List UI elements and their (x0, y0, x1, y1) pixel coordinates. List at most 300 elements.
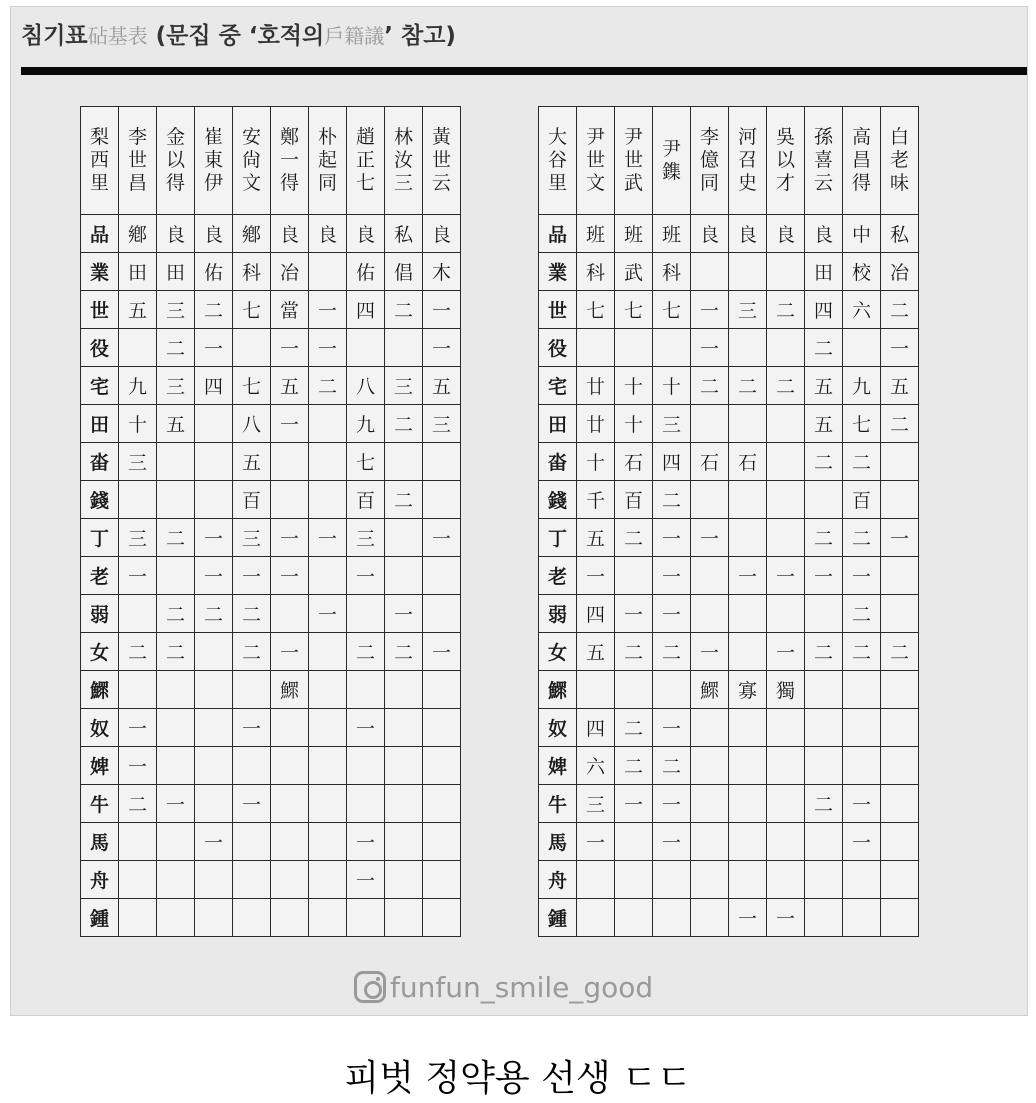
name-char: 得 (165, 172, 185, 194)
table-row (81, 443, 461, 481)
subtitle-after: ’ 참고) (384, 23, 456, 49)
value-cell (729, 861, 767, 899)
name-char: 河 (737, 126, 757, 148)
value-cell (615, 557, 653, 595)
value-cell (423, 709, 461, 747)
value-cell (805, 481, 843, 519)
value-cell: 良 (423, 215, 461, 253)
value-cell (881, 481, 919, 519)
value-cell (195, 633, 233, 671)
name-char: 世 (585, 149, 605, 171)
value-cell: 三 (423, 405, 461, 443)
value-cell (309, 785, 347, 823)
value-cell: 一 (423, 291, 461, 329)
value-cell (347, 899, 385, 937)
value-cell (881, 595, 919, 633)
value-cell (271, 709, 309, 747)
value-cell: 二 (691, 367, 729, 405)
value-cell: 一 (233, 557, 271, 595)
value-cell (767, 253, 805, 291)
value-cell: 一 (195, 823, 233, 861)
value-cell: 一 (653, 785, 691, 823)
table-row (81, 709, 461, 747)
value-cell: 一 (309, 519, 347, 557)
value-cell (843, 747, 881, 785)
value-cell: 三 (233, 519, 271, 557)
category-cell: 奴 (81, 709, 119, 747)
name-char: 七 (355, 172, 375, 194)
value-cell (805, 823, 843, 861)
name-char: 汝 (393, 149, 413, 171)
value-cell: 五 (577, 519, 615, 557)
value-cell (729, 785, 767, 823)
value-cell (881, 671, 919, 709)
value-cell (195, 747, 233, 785)
watermark-text: funfun_smile_good (390, 970, 654, 1004)
value-cell (577, 329, 615, 367)
value-cell: 鄕 (119, 215, 157, 253)
household-name-cell (729, 107, 767, 215)
value-cell (729, 253, 767, 291)
value-cell: 一 (615, 595, 653, 633)
category-cell: 役 (539, 329, 577, 367)
value-cell (385, 785, 423, 823)
name-char: 同 (699, 172, 719, 194)
value-cell (577, 671, 615, 709)
name-char: 林 (393, 126, 413, 148)
value-cell (271, 823, 309, 861)
value-cell (119, 899, 157, 937)
value-cell: 武 (615, 253, 653, 291)
value-cell: 一 (195, 519, 233, 557)
value-cell: 二 (615, 747, 653, 785)
value-cell (691, 595, 729, 633)
value-cell: 一 (653, 595, 691, 633)
value-cell: 獨 (767, 671, 805, 709)
value-cell (271, 595, 309, 633)
value-cell: 三 (385, 367, 423, 405)
value-cell: 二 (615, 633, 653, 671)
category-cell: 錢 (81, 481, 119, 519)
value-cell (157, 557, 195, 595)
value-cell: 廿 (577, 405, 615, 443)
table-row (81, 633, 461, 671)
name-char: 谷 (547, 149, 567, 171)
value-cell: 二 (385, 291, 423, 329)
table-row (81, 823, 461, 861)
value-cell (843, 329, 881, 367)
value-cell (423, 481, 461, 519)
value-cell: 二 (309, 367, 347, 405)
value-cell: 良 (157, 215, 195, 253)
category-cell: 田 (81, 405, 119, 443)
value-cell: 五 (157, 405, 195, 443)
value-cell: 二 (615, 519, 653, 557)
name-char: 一 (279, 149, 299, 171)
value-cell: 校 (843, 253, 881, 291)
value-cell: 五 (119, 291, 157, 329)
value-cell: 一 (347, 823, 385, 861)
value-cell: 七 (347, 443, 385, 481)
value-cell: 二 (157, 595, 195, 633)
value-cell: 一 (271, 405, 309, 443)
household-name-cell (843, 107, 881, 215)
value-cell (691, 405, 729, 443)
value-cell (653, 861, 691, 899)
table-row (539, 823, 919, 861)
category-cell: 丁 (539, 519, 577, 557)
name-char: 三 (393, 172, 413, 194)
value-cell: 鄕 (233, 215, 271, 253)
value-cell: 木 (423, 253, 461, 291)
category-cell: 女 (81, 633, 119, 671)
category-cell: 品 (81, 215, 119, 253)
value-cell: 一 (347, 557, 385, 595)
value-cell (767, 443, 805, 481)
category-cell: 役 (81, 329, 119, 367)
value-cell (767, 747, 805, 785)
name-char: 大 (547, 126, 567, 148)
name-char: 朴 (317, 126, 337, 148)
name-char: 昌 (851, 149, 871, 171)
value-cell: 二 (843, 443, 881, 481)
name-char: 昌 (127, 172, 147, 194)
name-char: 高 (851, 126, 871, 148)
value-cell: 二 (805, 443, 843, 481)
table-row (81, 671, 461, 709)
value-cell: 一 (653, 557, 691, 595)
value-cell: 一 (309, 329, 347, 367)
value-cell: 一 (691, 519, 729, 557)
name-char: 尹 (661, 137, 681, 160)
value-cell: 一 (843, 823, 881, 861)
value-cell: 二 (653, 747, 691, 785)
category-cell: 舟 (539, 861, 577, 899)
table-row (81, 367, 461, 405)
value-cell (653, 899, 691, 937)
value-cell (615, 899, 653, 937)
value-cell (233, 861, 271, 899)
value-cell: 一 (309, 595, 347, 633)
category-cell: 牛 (539, 785, 577, 823)
value-cell: 四 (195, 367, 233, 405)
value-cell: 一 (767, 899, 805, 937)
value-cell (577, 861, 615, 899)
value-cell (691, 899, 729, 937)
value-cell: 二 (385, 405, 423, 443)
value-cell (271, 747, 309, 785)
value-cell (843, 671, 881, 709)
value-cell (385, 861, 423, 899)
category-cell: 老 (539, 557, 577, 595)
household-name-cell (691, 107, 729, 215)
value-cell (385, 557, 423, 595)
value-cell (233, 329, 271, 367)
name-char: 鏶 (661, 160, 681, 183)
value-cell (157, 481, 195, 519)
value-cell: 一 (347, 709, 385, 747)
value-cell: 二 (653, 633, 691, 671)
category-cell: 畓 (539, 443, 577, 481)
name-char: 云 (813, 172, 833, 194)
value-cell (271, 443, 309, 481)
value-cell: 一 (385, 595, 423, 633)
instagram-icon (354, 971, 386, 1003)
household-name-cell (347, 107, 385, 215)
value-cell: 一 (347, 861, 385, 899)
value-cell: 一 (119, 747, 157, 785)
value-cell (805, 671, 843, 709)
value-cell: 七 (615, 291, 653, 329)
value-cell (347, 747, 385, 785)
value-cell (309, 823, 347, 861)
value-cell (271, 861, 309, 899)
value-cell (729, 329, 767, 367)
value-cell: 當 (271, 291, 309, 329)
name-char: 崔 (203, 126, 223, 148)
value-cell (195, 671, 233, 709)
value-cell: 千 (577, 481, 615, 519)
table-row (539, 481, 919, 519)
category-cell: 錢 (539, 481, 577, 519)
value-cell (805, 861, 843, 899)
value-cell (843, 861, 881, 899)
value-cell: 班 (577, 215, 615, 253)
value-cell: 九 (119, 367, 157, 405)
name-char: 孫 (813, 126, 833, 148)
value-cell: 一 (881, 519, 919, 557)
value-cell (195, 443, 233, 481)
category-cell: 弱 (81, 595, 119, 633)
table-row (81, 785, 461, 823)
table-row (539, 633, 919, 671)
value-cell: 一 (233, 785, 271, 823)
value-cell: 二 (843, 633, 881, 671)
value-cell: 中 (843, 215, 881, 253)
value-cell (157, 747, 195, 785)
value-cell (309, 633, 347, 671)
value-cell (729, 595, 767, 633)
category-cell: 老 (81, 557, 119, 595)
value-cell: 一 (843, 557, 881, 595)
value-cell (729, 405, 767, 443)
value-cell (271, 481, 309, 519)
value-cell (691, 785, 729, 823)
value-cell: 私 (385, 215, 423, 253)
value-cell (385, 747, 423, 785)
value-cell: 五 (271, 367, 309, 405)
table-row (81, 899, 461, 937)
watermark (354, 967, 694, 1007)
category-cell: 女 (539, 633, 577, 671)
value-cell (881, 557, 919, 595)
value-cell: 一 (195, 557, 233, 595)
value-cell: 石 (691, 443, 729, 481)
value-cell (615, 671, 653, 709)
name-char: 世 (431, 149, 451, 171)
value-cell: 二 (119, 633, 157, 671)
category-cell: 丁 (81, 519, 119, 557)
table-row (81, 557, 461, 595)
value-cell (767, 481, 805, 519)
value-cell: 四 (577, 595, 615, 633)
value-cell (309, 557, 347, 595)
value-cell: 二 (843, 595, 881, 633)
register-table-left (80, 106, 461, 937)
name-char: 億 (699, 149, 719, 171)
household-name-cell (653, 107, 691, 215)
value-cell: 百 (233, 481, 271, 519)
village-name-cell (539, 107, 577, 215)
table-row (81, 253, 461, 291)
name-char: 尙 (241, 149, 261, 171)
value-cell: 一 (653, 519, 691, 557)
value-cell: 良 (195, 215, 233, 253)
value-cell (271, 899, 309, 937)
value-cell (157, 709, 195, 747)
value-cell (691, 481, 729, 519)
value-cell: 五 (423, 367, 461, 405)
value-cell (615, 823, 653, 861)
value-cell (653, 671, 691, 709)
value-cell (347, 329, 385, 367)
value-cell: 寡 (729, 671, 767, 709)
household-name-cell (805, 107, 843, 215)
value-cell: 五 (805, 405, 843, 443)
value-cell: 二 (119, 785, 157, 823)
value-cell (881, 709, 919, 747)
value-cell: 一 (271, 557, 309, 595)
value-cell (767, 329, 805, 367)
value-cell (691, 747, 729, 785)
value-cell: 二 (805, 519, 843, 557)
value-cell: 七 (653, 291, 691, 329)
value-cell: 一 (119, 557, 157, 595)
table-header-row (81, 107, 461, 215)
value-cell (233, 899, 271, 937)
category-cell: 舟 (81, 861, 119, 899)
value-cell: 一 (423, 329, 461, 367)
value-cell: 一 (423, 633, 461, 671)
name-char: 以 (775, 149, 795, 171)
value-cell (309, 253, 347, 291)
value-cell: 石 (729, 443, 767, 481)
household-name-cell (615, 107, 653, 215)
name-char: 同 (317, 172, 337, 194)
value-cell: 一 (691, 633, 729, 671)
value-cell (309, 899, 347, 937)
value-cell: 五 (805, 367, 843, 405)
name-char: 鄭 (279, 126, 299, 148)
value-cell: 一 (691, 291, 729, 329)
value-cell (119, 329, 157, 367)
household-name-cell (309, 107, 347, 215)
value-cell (309, 747, 347, 785)
name-char: 以 (165, 149, 185, 171)
value-cell: 一 (805, 557, 843, 595)
value-cell (271, 785, 309, 823)
value-cell: 一 (691, 329, 729, 367)
table-row (539, 367, 919, 405)
value-cell: 十 (577, 443, 615, 481)
value-cell: 六 (577, 747, 615, 785)
value-cell (309, 405, 347, 443)
value-cell: 一 (653, 823, 691, 861)
table-row (539, 671, 919, 709)
value-cell: 冶 (271, 253, 309, 291)
name-char: 召 (737, 149, 757, 171)
table-row (539, 329, 919, 367)
value-cell: 二 (385, 481, 423, 519)
value-cell: 良 (271, 215, 309, 253)
name-char: 李 (699, 126, 719, 148)
value-cell: 田 (805, 253, 843, 291)
value-cell: 五 (233, 443, 271, 481)
household-name-cell (157, 107, 195, 215)
name-char: 趙 (355, 126, 375, 148)
table-row (539, 557, 919, 595)
value-cell (767, 785, 805, 823)
value-cell: 二 (615, 709, 653, 747)
value-cell (881, 823, 919, 861)
value-cell (309, 861, 347, 899)
value-cell (767, 709, 805, 747)
value-cell: 二 (881, 405, 919, 443)
value-cell (767, 823, 805, 861)
title-divider (21, 67, 1027, 75)
value-cell: 廿 (577, 367, 615, 405)
value-cell (423, 823, 461, 861)
name-char: 里 (89, 172, 109, 194)
value-cell (767, 519, 805, 557)
value-cell: 佑 (195, 253, 233, 291)
value-cell: 百 (615, 481, 653, 519)
value-cell (729, 633, 767, 671)
household-name-cell (881, 107, 919, 215)
value-cell: 一 (233, 709, 271, 747)
value-cell (881, 747, 919, 785)
value-cell: 良 (347, 215, 385, 253)
value-cell (729, 519, 767, 557)
household-name-cell (119, 107, 157, 215)
value-cell: 良 (767, 215, 805, 253)
value-cell (195, 785, 233, 823)
value-cell: 二 (767, 291, 805, 329)
value-cell: 三 (347, 519, 385, 557)
value-cell (691, 823, 729, 861)
value-cell: 四 (805, 291, 843, 329)
value-cell (767, 595, 805, 633)
value-cell: 一 (577, 823, 615, 861)
value-cell: 三 (653, 405, 691, 443)
value-cell: 良 (309, 215, 347, 253)
value-cell (195, 899, 233, 937)
category-cell: 牛 (81, 785, 119, 823)
value-cell (195, 481, 233, 519)
subtitle-before: (문집 중 ‘호적의 (155, 23, 325, 49)
page-title (21, 17, 456, 57)
value-cell: 二 (233, 633, 271, 671)
value-cell: 二 (805, 785, 843, 823)
value-cell (691, 709, 729, 747)
value-cell: 十 (615, 367, 653, 405)
value-cell (805, 595, 843, 633)
value-cell (881, 861, 919, 899)
table-row (81, 519, 461, 557)
value-cell (233, 747, 271, 785)
value-cell: 田 (157, 253, 195, 291)
household-name-cell (577, 107, 615, 215)
